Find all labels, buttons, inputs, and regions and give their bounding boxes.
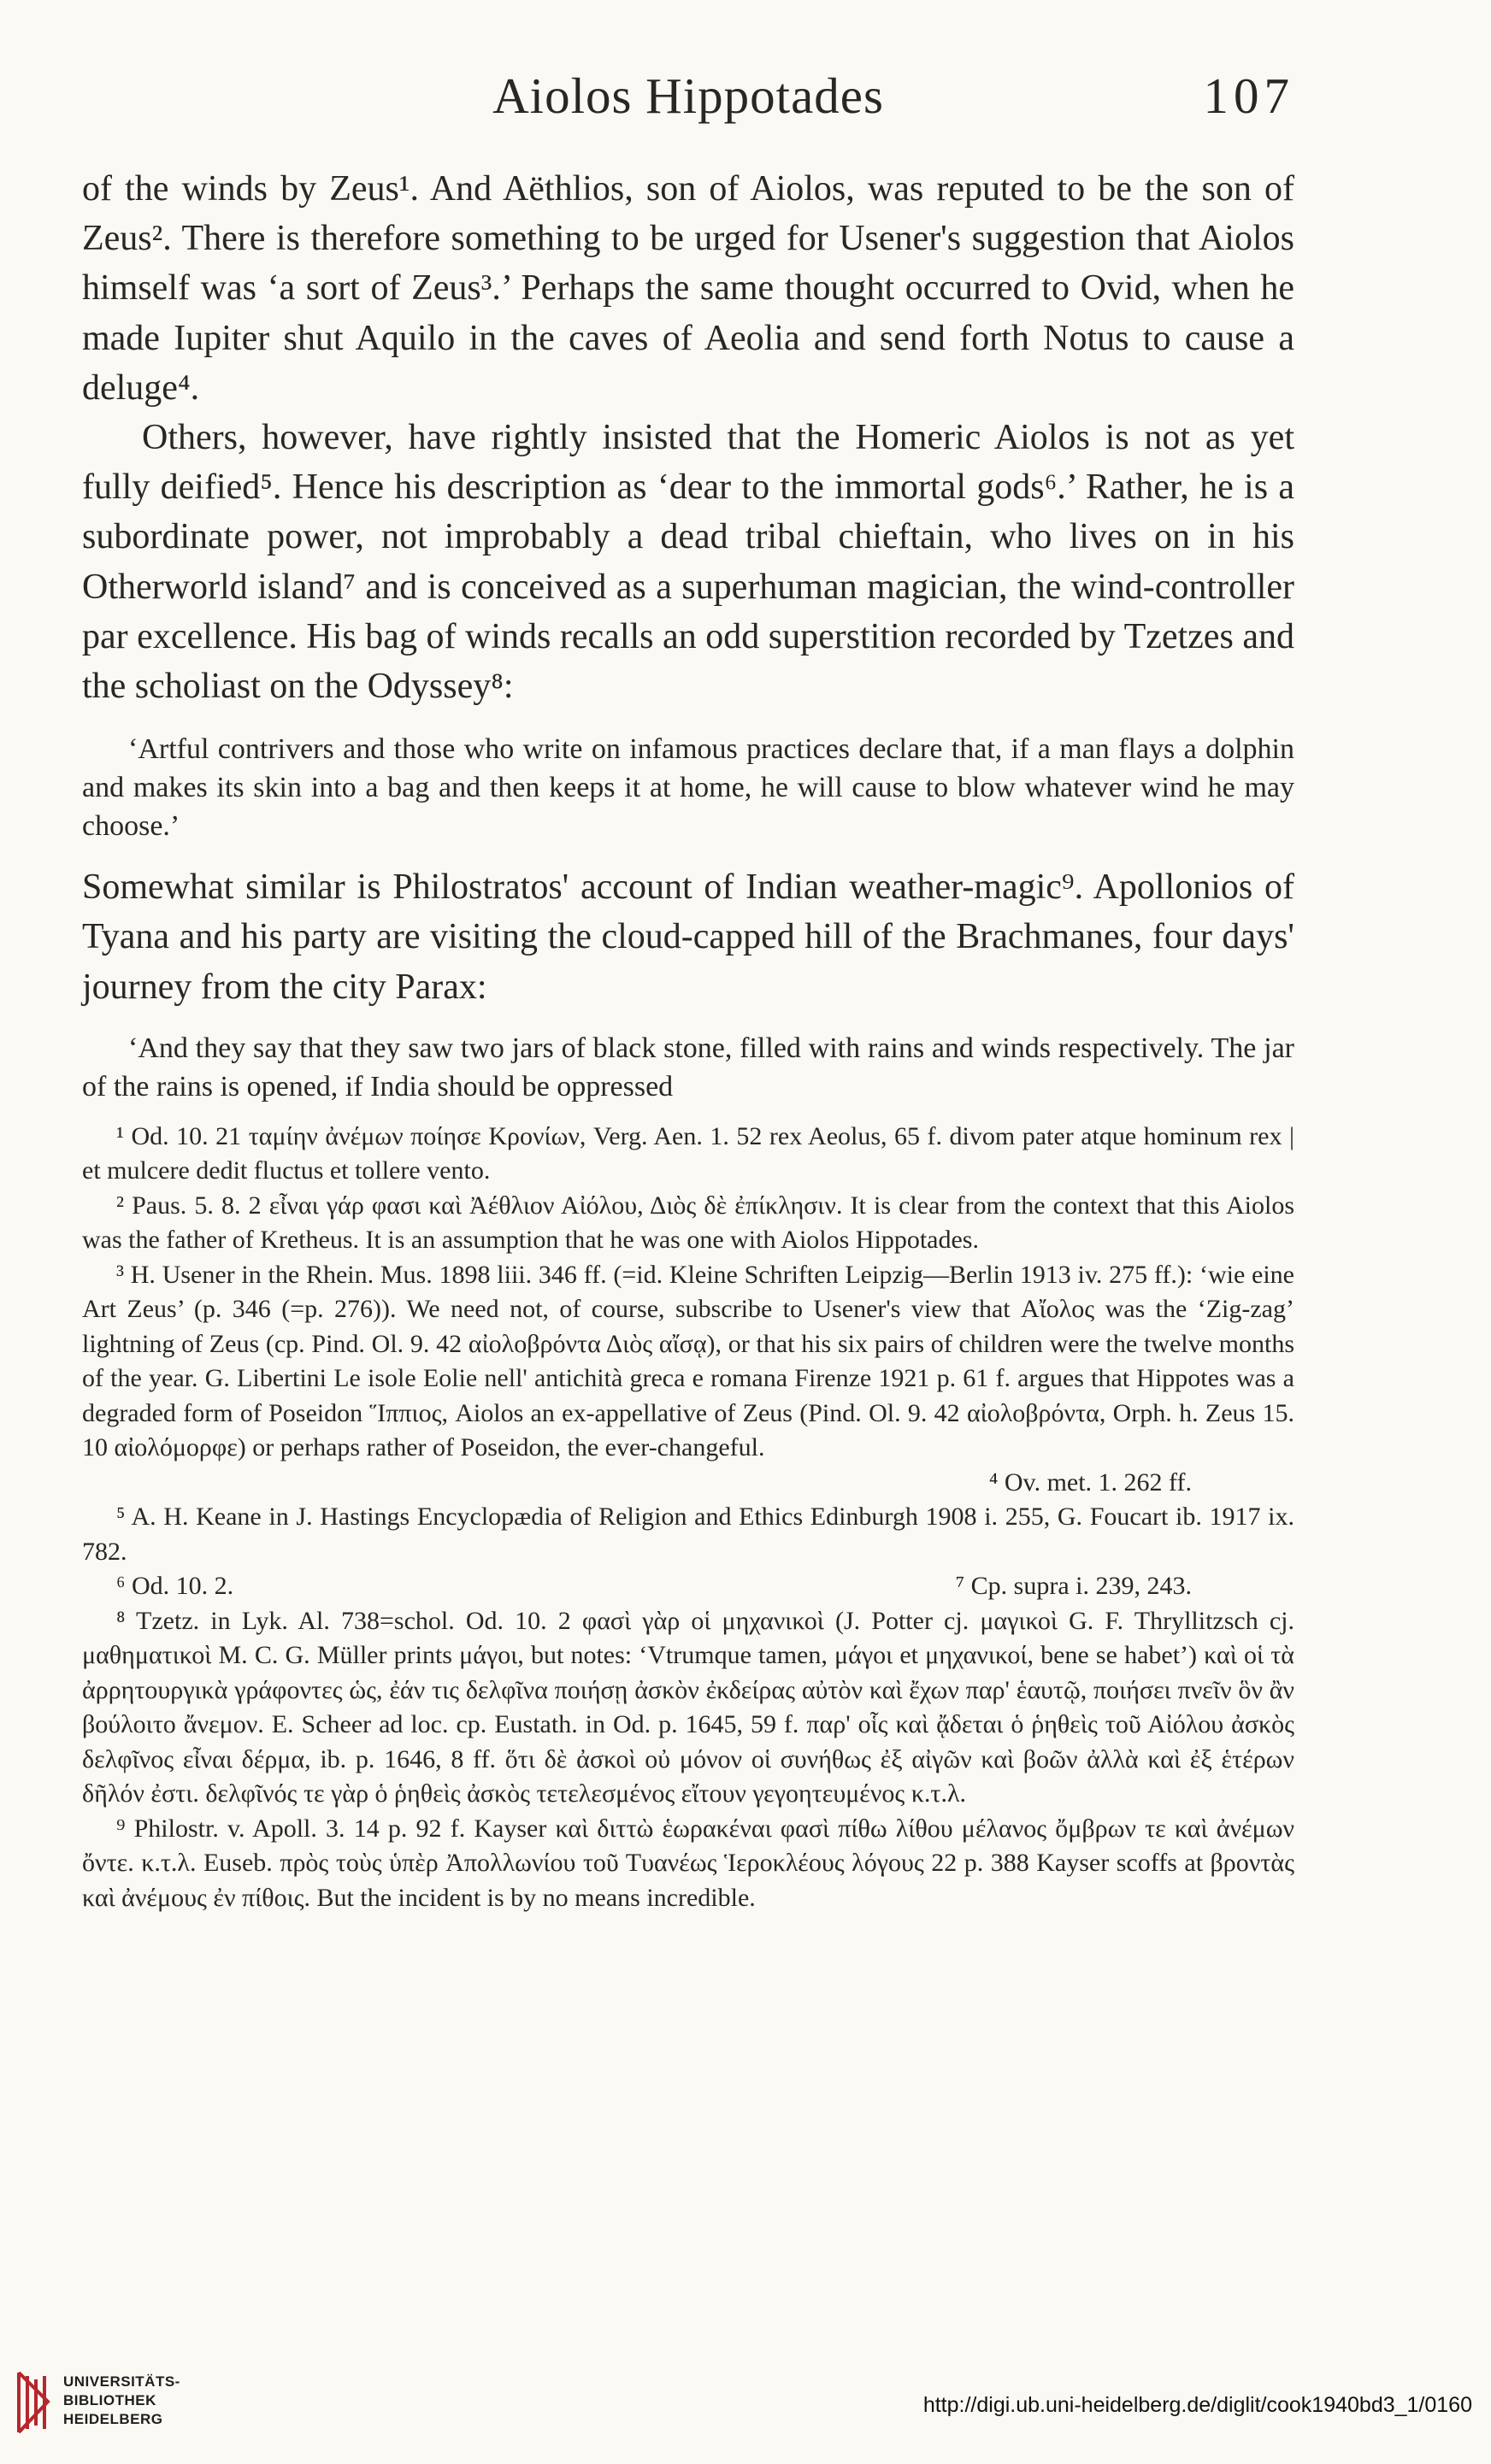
paragraph-1: of the winds by Zeus¹. And Aëthlios, son of Aiolos, was reputed to be the son of Zeus². There is therefore something to be urged for Usener's suggestion that Aiolos himself was ‘a sort of Zeus³.’ Perhaps the same thought occurred to Ovid, when he made Iupiter shut Aquilo in the caves of Aeolia and send forth Notus to cause a deluge⁴. [82,169,1294,408]
body-text [82,164,1294,1915]
library-name: UNIVERSITÄTS- BIBLIOTHEK HEIDELBERG [63,2373,180,2427]
page-number: 107 [1203,68,1294,124]
footnote-7: ⁷ Cp. supra i. 239, 243. [955,1572,1192,1601]
quotation-tzetzes: ‘Artful contrivers and those who write on infamous practices declare that, if a man flays a dolphin and makes its skin into a bag and then keeps it at home, he will cause to blow whatever wind he may choose.’ [82,733,1294,843]
paragraph-2: Others, however, have rightly insisted that the Homeric Aiolos is not as yet fully deified⁵. Hence his description as ‘dear to the immortal gods⁶.’ Rather, he is a subordinate power, not improbably a dead tribal chieftain, who lives on in his Otherworld island⁷ and is conceived as a superhuman magician, the wind-controller par excellence. His bag of winds recalls an odd superstition recorded by Tzetzes and the scholiast on the Odyssey⁸: [82,418,1294,707]
running-title: Aiolos Hippotades [492,68,884,124]
footnote-5: ⁵ A. H. Keane in J. Hastings Encyclopædia of Religion and Ethics Edinburgh 1908 i. 255, G. Foucart ib. 1917 ix. 782. [82,1503,1294,1566]
footnote-4-row [82,1466,1294,1501]
footnote-1: ¹ Od. 10. 21 ταμίην ἀνέμων ποίησε Κρονίων, Verg. Aen. 1. 52 rex Aeolus, 65 f. divom pater atque hominum rex | et mulcere dedit fluctus et tollere vento. [82,1121,1294,1185]
library-seal-icon [15,2367,53,2438]
footnote-8: ⁸ Tzetz. in Lyk. Al. 738=schol. Od. 10. 2 φασὶ γὰρ οἱ μηχανικοὶ (J. Potter cj. μαγικοὶ G. F. Thryllitzsch cj. μαθηματικοὶ M. C. G. Müller prints μάγοι, but notes: ‘Vtrumque tamen, μάγοι et μηχανικοί, bene se habet’) καὶ οἱ τὰ ἀρρητουργικὰ γράφοντες ὡς, ἐάν τις δελφῖνα ποιήσῃ ἀσκὸν ἐκδείρας αὐτὸν καὶ ἔχων παρ' ἑαυτῷ, ποιήσει πνεῖν ὃν ἂν βούλοιτο ἄνεμον. E. Scheer ad loc. cp. Eustath. in Od. p. 1645, 59 f. παρ' οἷς καὶ ᾄδεται ὁ ῥηθεὶς τοῦ Αἰόλου ἀσκὸς δελφῖνος εἶναι δέρμα, ib. p. 1646, 8 ff. ὅτι δὲ ἀσκοὶ οὐ μόνον οἱ συνήθως ἐξ αἰγῶν καὶ βοῶν ἀλλὰ καὶ ἐξ ἑτέρων δῆλόν ἐστι. δελφῖνός τε γὰρ ὁ ῥηθεὶς ἀσκὸς τετελεσμένος εἴτουν γεγοητευμένος κ.τ.λ. [82,1606,1294,1808]
footnote-4: ⁴ Ov. met. 1. 262 ff. [988,1467,1192,1497]
footnote-6: ⁶ Od. 10. 2. [116,1572,234,1601]
paragraph-3: Somewhat similar is Philostratos' account of Indian weather-magic⁹. Apollonios of Tyana and his party are visiting the cloud-capped hill of the Brachmanes, four days' journey from the city Parax: [82,867,1294,1007]
source-url[interactable]: http://digi.ub.uni-heidelberg.de/diglit/cook1940bd3_1/0160 [922,2393,1472,2417]
page-header [82,67,1294,135]
footnote-9: ⁹ Philostr. v. Apoll. 3. 14 p. 92 f. Kayser καὶ διττὼ ἑωρακέναι φασὶ πίθω λίθου μέλανος ὄμβρων τε καὶ ἀνέμων ὄντε. κ.τ.λ. Euseb. πρὸς τοὺς ὑπὲρ Ἀπολλωνίου τοῦ Τυανέως Ἱεροκλέους λόγους 22 p. 388 Kayser scoffs at βροντὰς καὶ ἀνέμους ἐν πίθοις. But the incident is by no means incredible. [82,1814,1294,1912]
footnotes [82,1120,1294,1916]
library-logo[interactable] [15,2361,221,2446]
page-footer [0,2355,1491,2449]
footnote-2: ² Paus. 5. 8. 2 εἶναι γάρ φασι καὶ Ἀέθλιον Αἰόλου, Διὸς δὲ ἐπίκλησιν. It is clear from the context that this Aiolos was the father of Kretheus. It is an assumption that he was one with Aiolos Hippotades. [82,1191,1294,1255]
footnote-3: ³ H. Usener in the Rhein. Mus. 1898 liii. 346 ff. (=id. Kleine Schriften Leipzig—Berlin 1913 iv. 275 ff.): ‘wie eine Art Zeus’ (p. 346 (=p. 276)). We need not, of course, subscribe to Usener's view that Αἴολος was the ‘Zig-zag’ lightning of Zeus (cp. Pind. Ol. 9. 42 αἰολοβρόντα Διὸς αἴσᾳ), or that his six pairs of children were the twelve months of the year. G. Libertini Le isole Eolie nell' antichità greca e romana Firenze 1921 p. 61 f. argues that Hippotes was a degraded form of Poseidon Ἵππιος, Aiolos an ex-appellative of Zeus (Pind. Ol. 9. 42 αἰολοβρόντα, Orph. h. Zeus 15. 10 αἰολόμορφε) or perhaps rather of Poseidon, the ever-changeful. [82,1260,1294,1462]
quotation-philostratos: ‘And they say that they saw two jars of black stone, filled with rains and winds respectively. The jar of the rains is opened, if India should be oppressed [82,1032,1294,1103]
main-text-2 [82,862,1294,1012]
footnote-6-7-row [82,1569,1294,1604]
main-text [82,164,1294,711]
